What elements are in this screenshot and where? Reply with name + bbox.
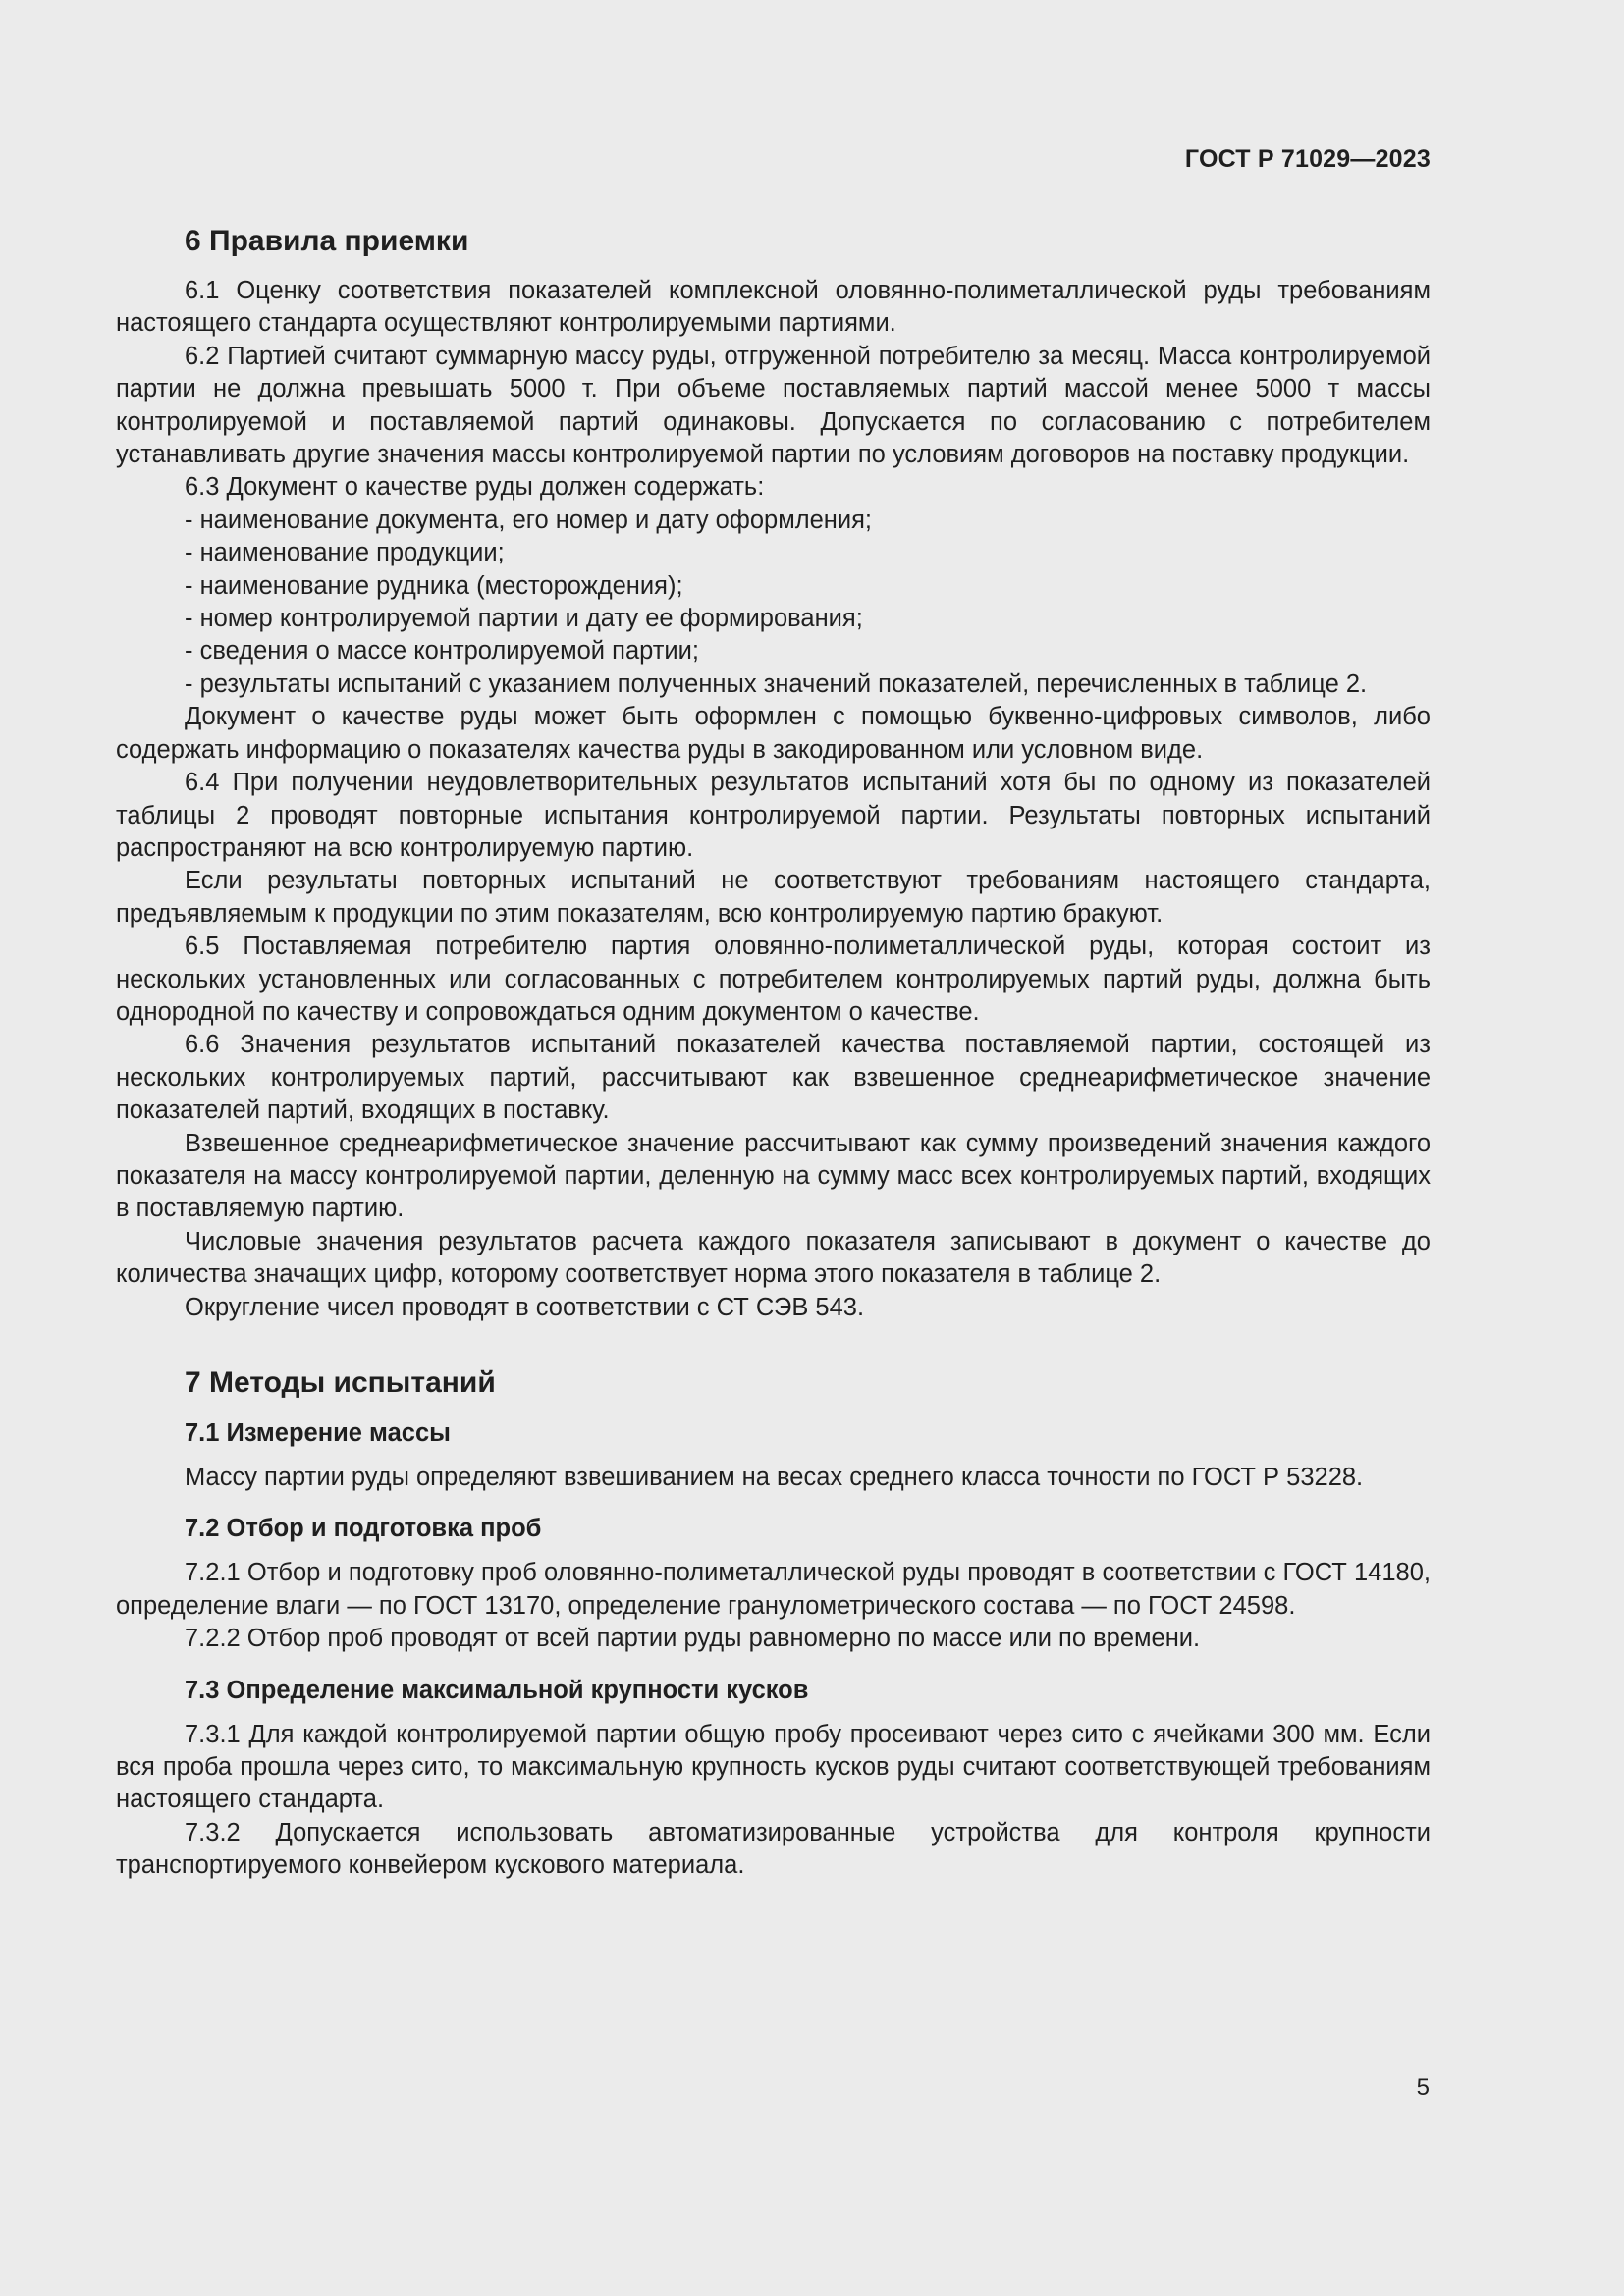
paragraph-6-1: 6.1 Оценку соответствия показателей комплексной оловянно-полиметаллической руды требованиям настоящего стандарта осуществляют контролируемыми партиями. (116, 277, 1431, 338)
list-item: - наименование продукции; (185, 539, 505, 567)
section-6-title: 6 Правила приемки (185, 225, 469, 257)
list-item: - сведения о массе контролируемой партии; (185, 637, 699, 666)
paragraph-6-4-note: Если результаты повторных испытаний не соответствуют требованиям настоящего стандарта, предъявляемым к продукции по этим показателям, всю контролируемую партию бракуют. (116, 867, 1431, 928)
paragraph-6-6-digits: Числовые значения результатов расчета каждого показателя записывают в документ о качестве до количества значащих цифр, которому соответствует норма этого показателя в таблице 2. (116, 1227, 1431, 1289)
paragraph-7-1: Массу партии руды определяют взвешиванием на весах среднего класса точности по ГОСТ Р 53228. (185, 1464, 1364, 1491)
paragraph-6-5: 6.5 Поставляемая потребителю партия оловянно-полиметаллической руды, которая состоит из нескольких установленных или согласованных с потребителем контролируемых партий руды, должна быть однородной по качеству и сопровождаться одним документом о качестве. (116, 933, 1431, 1026)
list-item: - наименование документа, его номер и дату оформления; (185, 506, 873, 534)
subsection-7-3-title: 7.3 Определение максимальной крупности кусков (185, 1676, 809, 1704)
quality-document-list (116, 505, 1431, 701)
paragraph-6-6: 6.6 Значения результатов испытаний показателей качества поставляемой партии, состоящей из нескольких контролируемых партий, рассчитывают как взвешенное среднеарифметическое значение показателей партий, входящих в поставку. (116, 1031, 1431, 1125)
paragraph-6-3: 6.3 Документ о качестве руды должен содержать: (185, 473, 765, 502)
paragraph-6-2: 6.2 Партией считают суммарную массу руды, отгруженной потребителю за месяц. Масса контролируемой партии не должна превышать 5000 т. При объеме поставляемых партий массой менее 5000 т массы контролируемой и поставляемой партий одинаковы. Допускается по согласованию с потребителем устанавливать другие значения массы контролируемой партии по условиям договоров на поставку продукции. (116, 342, 1431, 469)
list-item: - номер контролируемой партии и дату ее формирования; (185, 605, 863, 633)
paragraph-6-6-weighted: Взвешенное среднеарифметическое значение рассчитывают как сумму произведений значения каждого показателя на массу контролируемой партии, деленную на сумму масс всех контролируемых партий, входящих в поставляемую партию. (116, 1129, 1431, 1223)
subsection-7-1-title: 7.1 Измерение массы (185, 1419, 451, 1447)
paragraph-6-6-rounding: Округление чисел проводят в соответствии с СТ СЭВ 543. (185, 1293, 865, 1321)
list-item: - результаты испытаний с указанием полученных значений показателей, перечисленных в таблице 2. (185, 669, 1368, 698)
paragraph-7-2-1: 7.2.1 Отбор и подготовку проб оловянно-полиметаллической руды проводят в соответствии с ГОСТ 14180, определение влаги — по ГОСТ 13170, определение гранулометрического состава — по ГОСТ 24598. (116, 1559, 1431, 1620)
list-item: - наименование рудника (месторождения); (185, 571, 683, 600)
page-number: 5 (1416, 2074, 1430, 2101)
subsection-7-2-title: 7.2 Отбор и подготовка проб (185, 1515, 542, 1543)
paragraph-7-2-2: 7.2.2 Отбор проб проводят от всей партии руды равномерно по массе или по времени. (185, 1625, 1201, 1653)
document-code: ГОСТ Р 71029—2023 (1184, 145, 1431, 173)
paragraph-6-3-note: Документ о качестве руды может быть оформлен с помощью буквенно-цифровых символов, либо содержать информацию о показателях качества руды в закодированном или условном виде. (116, 703, 1431, 764)
paragraph-7-3-2: 7.3.2 Допускается использовать автоматизированные устройства для контроля крупности транспортируемого конвейером кускового материала. (116, 1818, 1431, 1880)
page-content (116, 222, 1431, 1883)
paragraph-7-3-1: 7.3.1 Для каждой контролируемой партии общую пробу просеивают через сито с ячейками 300 мм. Если вся проба прошла через сито, то максимальную крупность кусков руды считают соответствующей требованиям настоящего стандарта. (116, 1720, 1431, 1814)
section-7-title: 7 Методы испытаний (185, 1366, 496, 1399)
paragraph-6-4: 6.4 При получении неудовлетворительных результатов испытаний хотя бы по одному из показателей таблицы 2 проводят повторные испытания контролируемой партии. Результаты повторных испытаний распространяют на всю контролируемую партию. (116, 769, 1431, 862)
